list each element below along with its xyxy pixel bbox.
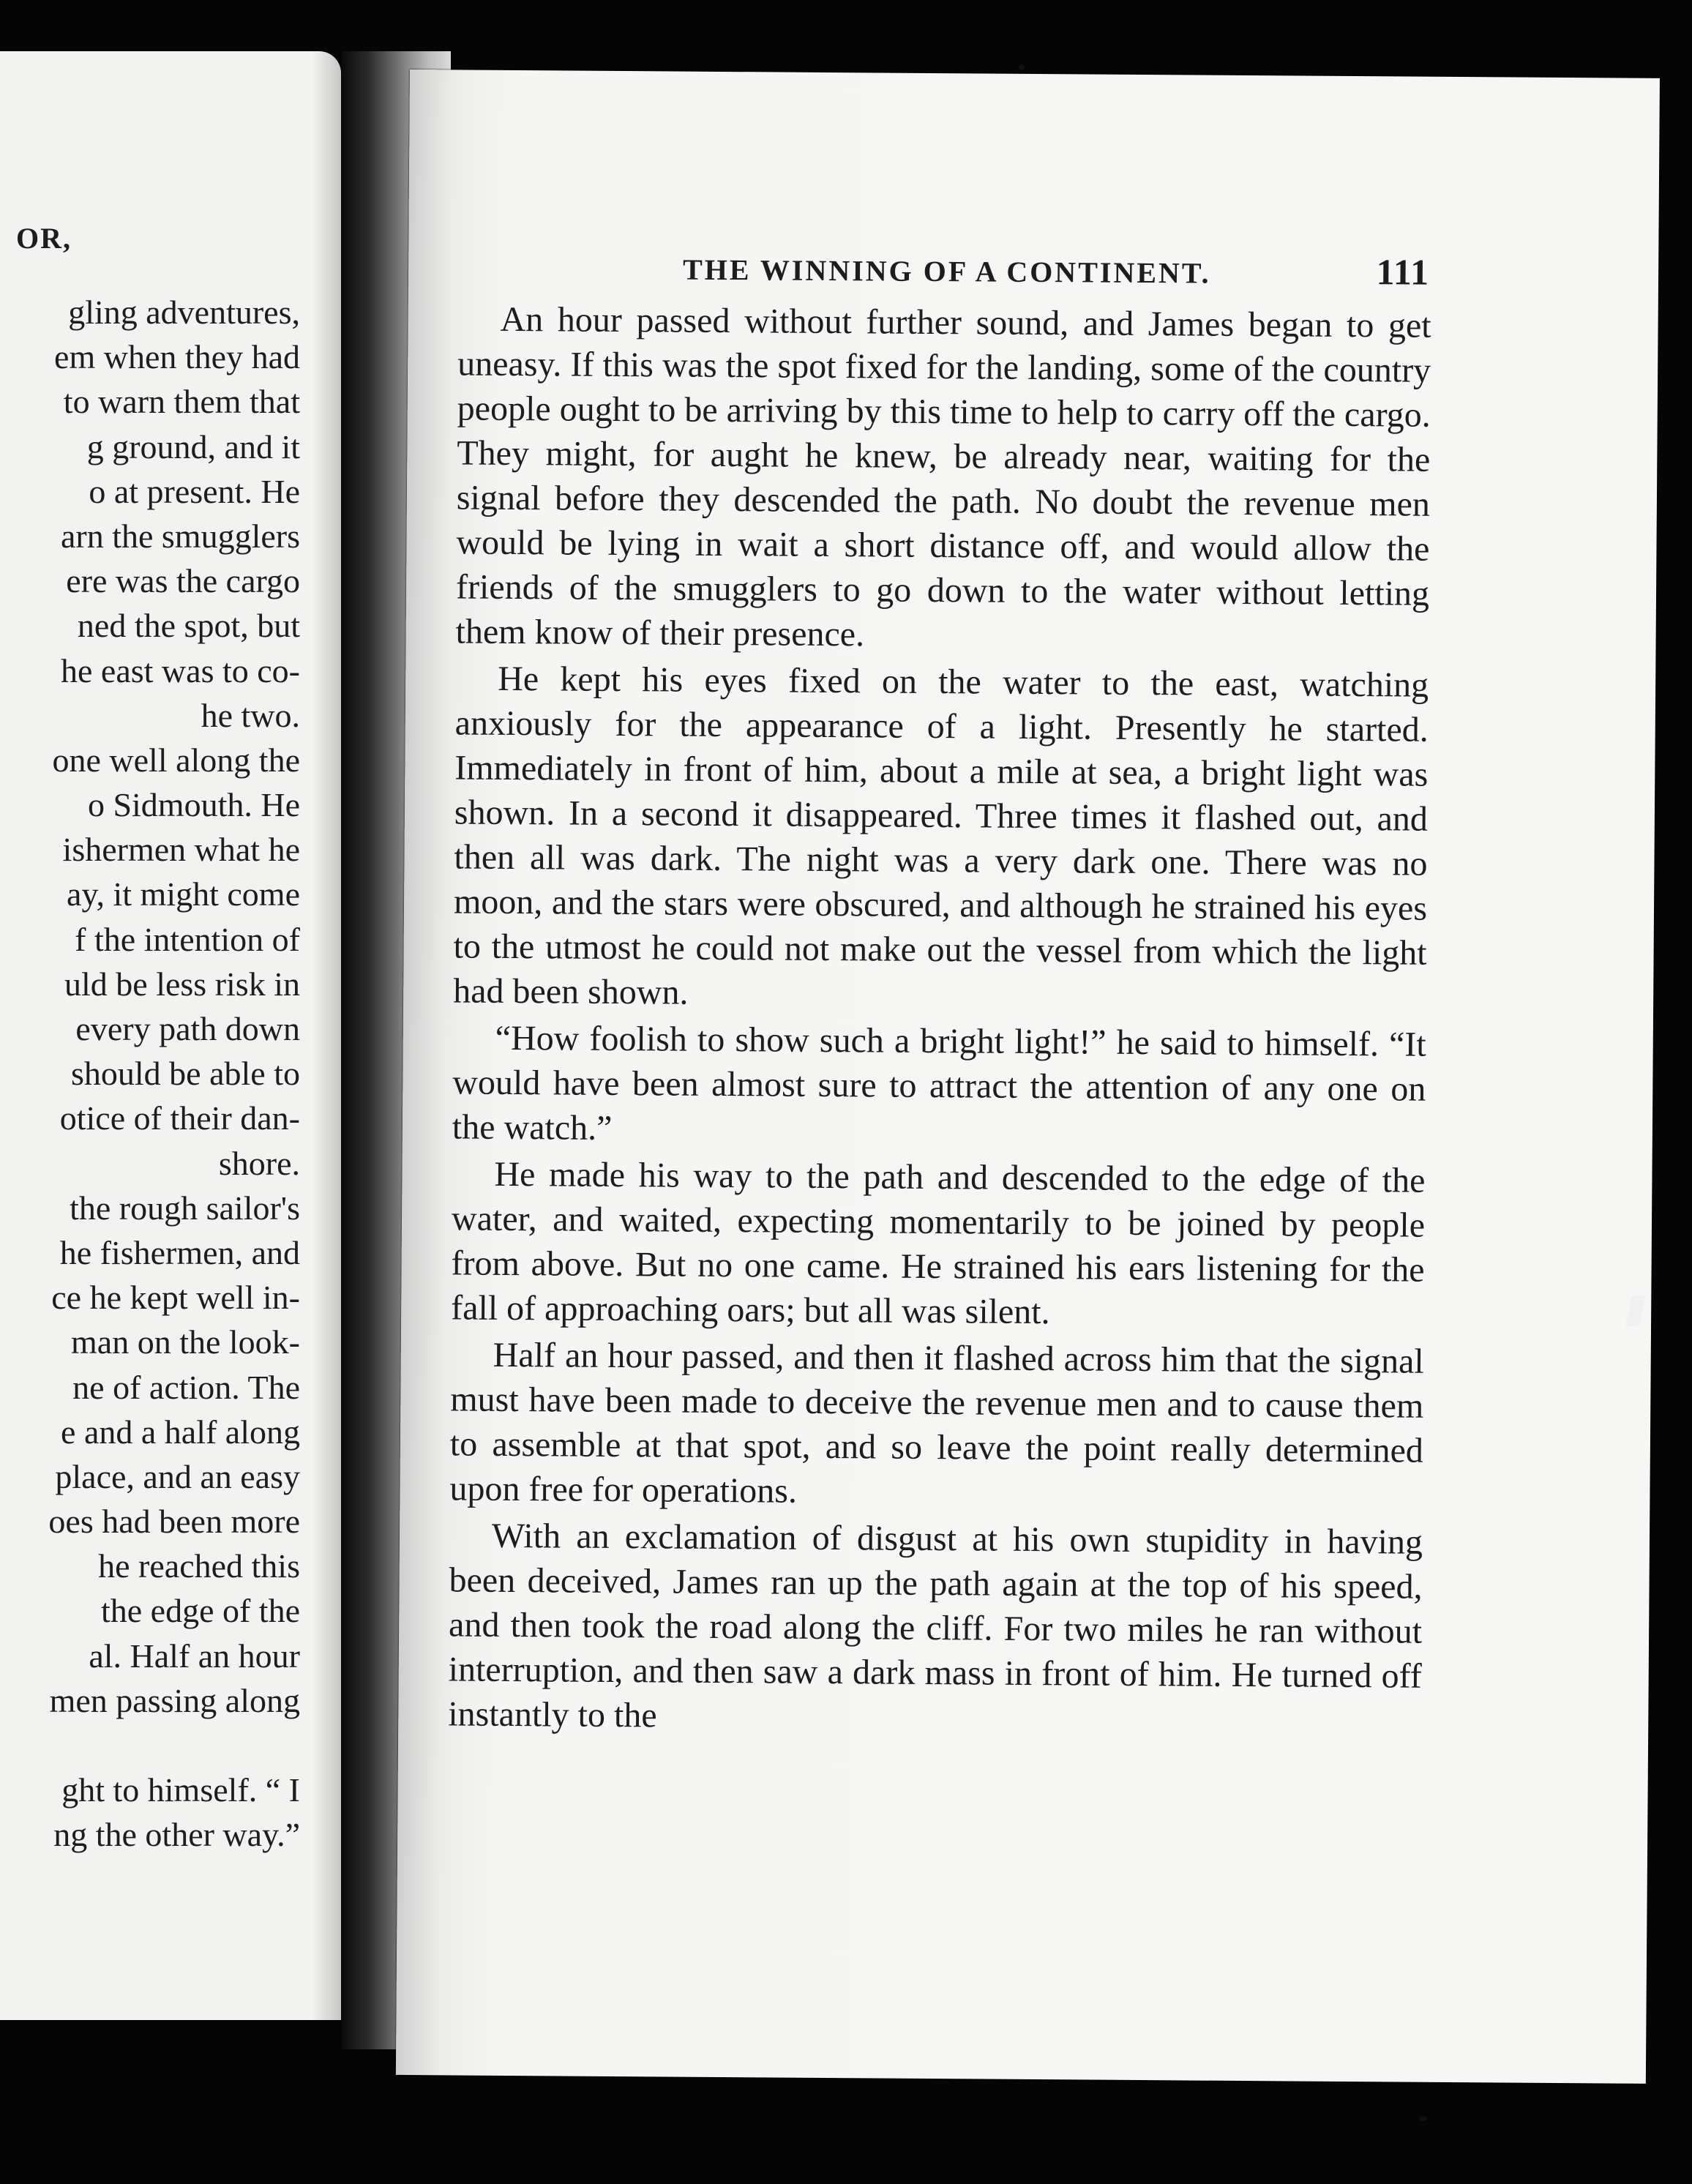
left-page-line: ng the other way.”	[53, 1816, 300, 1854]
paragraph: He kept his eyes fixed on the water to the east, watching anxiously for the appearance of a light. Presently he started. Immediately in front of him, about a mile at sea, a bright light was shown. In a second it disappeared. Three times it flashed out, and then all was dark. The night was a very dark one. There was no moon, and the stars were obscured, and although he strained his eyes to the utmost he could not make out the vessel from which the light had been shown.	[453, 659, 1429, 1012]
left-page-line: g ground, and it	[86, 427, 300, 465]
left-page-line: ce he kept well in-	[51, 1279, 300, 1317]
left-page-line: he reached this	[98, 1547, 300, 1585]
left-page-line: f the intention of	[75, 920, 300, 958]
left-page-text	[0, 290, 300, 1858]
left-page-header: OR,	[16, 222, 72, 255]
left-page-line: to warn them that	[63, 383, 300, 421]
left-page-line: oes had been more	[48, 1503, 300, 1541]
paragraph: “How foolish to show such a bright light!” he said to himself. “It would have been almost sure to attract the attention of any one on the watch.”	[452, 1018, 1426, 1148]
left-page-line: ned the spot, but	[77, 607, 300, 645]
right-page	[396, 70, 1660, 2084]
scan-speck	[1420, 2117, 1427, 2121]
left-page-line: man on the look-	[71, 1323, 300, 1361]
left-page-line: e and a half along	[61, 1413, 300, 1451]
running-head	[683, 246, 1429, 293]
paragraph: With an exclamation of disgust at his own stupidity in having been deceived, James ran up the path again at the top of his speed, and then took the road along the cliff. For two miles he ran without interruption, and then saw a dark mass in front of him. He turned off instantly to the	[448, 1516, 1423, 1735]
scan-speck	[1019, 64, 1025, 70]
left-page-line: the rough sailor's	[70, 1189, 300, 1227]
left-page-line: em when they had	[54, 338, 300, 376]
paragraph: Half an hour passed, and then it flashed across him that the signal must have been made to deceive the revenue men and to cause them to assemble at that spot, and so leave the point really determined upon free for operations.	[449, 1335, 1424, 1511]
left-page-line: he east was to co-	[61, 651, 300, 689]
left-page-line: o Sidmouth. He	[87, 786, 300, 824]
left-page-line: o at present. He	[89, 472, 300, 510]
body-text	[448, 296, 1431, 1743]
page-number: 111	[1376, 251, 1430, 293]
left-page-line: ishermen what he	[62, 831, 300, 869]
left-page-line: he fishermen, and	[59, 1233, 300, 1271]
left-page-line: gling adventures,	[68, 293, 300, 331]
left-page-line: the edge of the	[100, 1592, 300, 1630]
left-page-line: ne of action. The	[72, 1368, 300, 1406]
left-page-line: ay, it might come	[67, 875, 300, 913]
left-page-line: should be able to	[71, 1055, 300, 1093]
left-page-line	[0, 1723, 300, 1768]
left-page-line: place, and an easy	[55, 1457, 300, 1495]
left-page-line: arn the smugglers	[60, 517, 300, 555]
left-page-line: al. Half an hour	[89, 1637, 300, 1675]
left-page-line: shore.	[218, 1144, 300, 1182]
left-page-line: ere was the cargo	[66, 562, 300, 600]
left-page-line: ght to himself. “ I	[61, 1771, 300, 1809]
left-page-line: one well along the	[52, 741, 300, 779]
running-title: THE WINNING OF A CONTINENT.	[682, 253, 1211, 290]
left-page-line: every path down	[75, 1010, 300, 1047]
left-page-line: otice of their dan-	[59, 1099, 300, 1137]
paragraph: An hour passed without further sound, and James began to get uneasy. If this was the spot fixed for the landing, some of the country people ought to be arriving by this time to help to carry off the cargo. They might, for aught he knew, be already near, waiting for the signal before they descended the path. No doubt the revenue men would be lying in wait a short distance off, and would allow the friends of the smugglers to go down to the water without letting them know of their presence.	[455, 299, 1431, 654]
left-page	[0, 51, 341, 2020]
left-page-line: men passing along	[49, 1681, 300, 1719]
left-page-line: uld be less risk in	[64, 965, 300, 1003]
left-page-line: he two.	[201, 696, 300, 734]
paragraph: He made his way to the path and descended to the edge of the water, and waited, expecting momentarily to be joined by people from above. But no one came. He strained his ears listening for the fall of approaching oars; but all was silent.	[451, 1154, 1426, 1332]
